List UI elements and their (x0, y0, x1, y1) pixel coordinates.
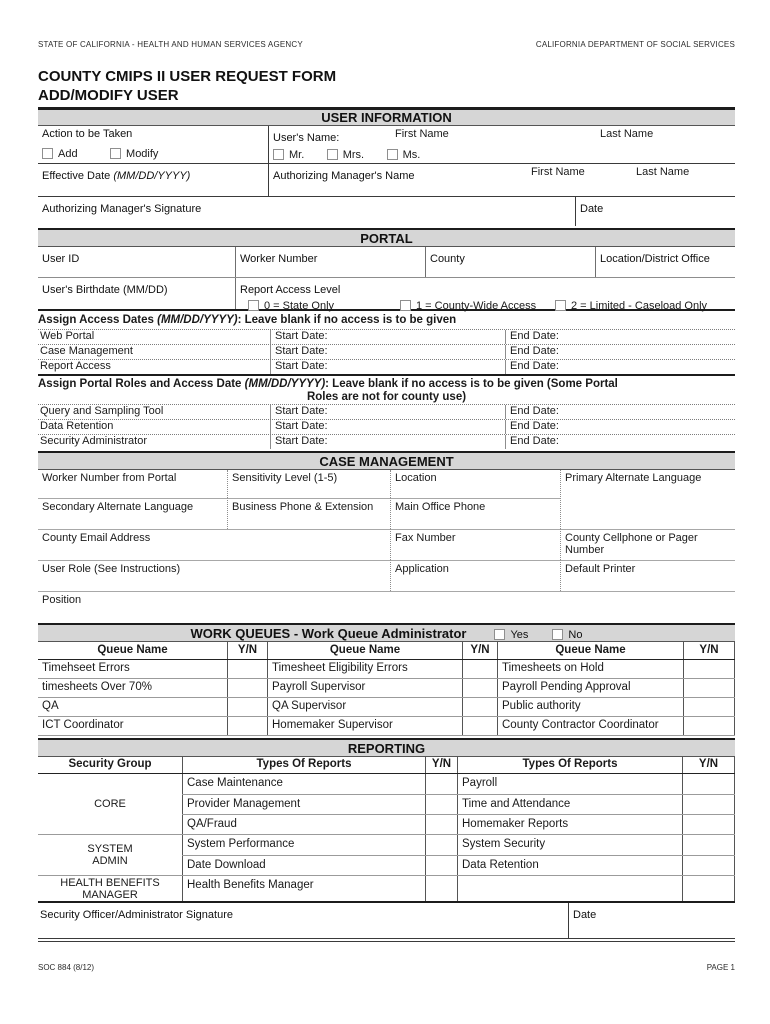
security-officer-date-label: Date (573, 909, 597, 921)
users-name-field[interactable] (268, 126, 735, 163)
position-field[interactable]: Position (38, 591, 735, 620)
start-date-field[interactable]: Start Date: (270, 435, 505, 449)
work-queues-header-row: Queue Name Y/N Queue Name Y/N Queue Name Y/N (38, 642, 735, 660)
auth-signature-date-field[interactable] (575, 197, 735, 226)
reporting-header-row: Security Group Types Of Reports Y/N Types Of Reports Y/N (38, 757, 735, 774)
auth-manager-name-label: Authorizing Manager's Name (273, 170, 415, 182)
checkbox-wq-yes[interactable] (494, 629, 505, 640)
security-group-name: CORE (94, 798, 126, 810)
auth-first-name-label: First Name (531, 166, 585, 178)
level-0-label: 0 = State Only (264, 300, 335, 312)
yn-cell[interactable] (227, 679, 267, 697)
checkbox-modify-label: Modify (126, 148, 159, 160)
auth-date-label: Date (580, 203, 604, 215)
yn-cell[interactable] (462, 698, 497, 716)
queue-name: QA (42, 700, 59, 712)
report-type: Payroll (457, 774, 682, 794)
yn-cell[interactable] (425, 815, 457, 834)
county-label: County (430, 253, 465, 265)
worker-number-from-portal-field[interactable]: Worker Number from Portal (42, 472, 177, 484)
role-name: Query and Sampling Tool (40, 405, 164, 417)
queue-name: Payroll Pending Approval (497, 679, 683, 697)
report-type (457, 876, 682, 901)
checkbox-mrs[interactable] (327, 149, 338, 160)
form-title-line2: ADD/MODIFY USER (38, 87, 179, 104)
page-number: PAGE 1 (706, 963, 735, 972)
worker-number-label: Worker Number (240, 253, 318, 265)
section-header-reporting: REPORTING (38, 738, 735, 757)
page-footer (38, 963, 735, 972)
end-date-field[interactable]: End Date: (505, 405, 735, 419)
queue-name: timesheets Over 70% (42, 681, 152, 693)
authorizing-manager-signature-field[interactable] (38, 197, 575, 226)
fax-number-field[interactable]: Fax Number (390, 529, 560, 560)
bottom-divider (38, 938, 735, 942)
end-date-field[interactable]: End Date: (505, 360, 735, 374)
reporting-row (182, 794, 735, 814)
section-header-case-management: CASE MANAGEMENT (38, 451, 735, 470)
end-date-field[interactable]: End Date: (505, 420, 735, 434)
agency-header (38, 40, 735, 49)
security-officer-signature-row (38, 901, 735, 938)
role-row-security-admin (38, 434, 735, 449)
access-name: Case Management (40, 345, 133, 357)
main-office-phone-field[interactable]: Main Office Phone (390, 498, 560, 529)
queue-name: Homemaker Supervisor (267, 717, 462, 735)
location-field[interactable]: Location (390, 470, 560, 498)
wq-no-label: No (568, 628, 583, 641)
action-label: Action to be Taken (42, 128, 133, 140)
worker-number-field[interactable] (235, 247, 425, 277)
portal-row-1 (38, 247, 735, 278)
end-date-field[interactable]: End Date: (505, 345, 735, 359)
user-id-label: User ID (42, 253, 80, 265)
portal-row-2 (38, 278, 735, 312)
access-name: Report Access (40, 360, 111, 372)
yn-cell[interactable] (227, 660, 267, 678)
level-1-label: 1 = County-Wide Access (416, 300, 537, 312)
work-queue-row (38, 698, 735, 717)
user-id-field[interactable] (38, 247, 235, 277)
yn-cell[interactable] (425, 856, 457, 875)
case-management-table (38, 470, 735, 620)
queue-name: County Contractor Coordinator (497, 717, 683, 735)
security-group-name: HEALTH BENEFITS MANAGER (60, 876, 160, 901)
security-group-name: SYSTEM ADMIN (87, 843, 133, 867)
role-name: Data Retention (40, 420, 114, 432)
start-date-field[interactable]: Start Date: (270, 345, 505, 359)
application-field[interactable]: Application (390, 560, 560, 591)
yn-cell[interactable] (682, 774, 735, 794)
user-info-row-2 (38, 163, 735, 196)
queue-name: Payroll Supervisor (267, 679, 462, 697)
checkbox-level-1[interactable] (400, 300, 411, 311)
yn-cell[interactable] (425, 774, 457, 794)
checkbox-level-0[interactable] (248, 300, 259, 311)
form-title (38, 67, 735, 105)
yn-cell[interactable] (425, 876, 457, 901)
access-row-report-access (38, 359, 735, 374)
queue-name: Public authority (497, 698, 683, 716)
end-date-field[interactable]: End Date: (505, 435, 735, 449)
report-type: Time and Attendance (457, 795, 682, 814)
yn-cell[interactable] (682, 815, 735, 834)
sensitivity-level-field[interactable]: Sensitivity Level (1-5) (227, 470, 390, 498)
form-title-line1: COUNTY CMIPS II USER REQUEST FORM (38, 68, 337, 85)
agency-left: STATE OF CALIFORNIA - HEALTH AND HUMAN SERVICES AGENCY (38, 40, 303, 49)
yn-cell[interactable] (682, 856, 735, 875)
reporting-row (182, 835, 735, 855)
effective-date-field[interactable] (38, 164, 268, 196)
agency-right: CALIFORNIA DEPARTMENT OF SOCIAL SERVICES (535, 40, 735, 49)
security-officer-date-field[interactable] (568, 903, 735, 938)
action-to-be-taken-field[interactable] (38, 126, 268, 163)
yn-cell[interactable] (227, 698, 267, 716)
checkbox-wq-no[interactable] (552, 629, 563, 640)
reporting-group-health-benefits (38, 875, 735, 901)
report-type: System Security (457, 835, 682, 855)
access-name: Web Portal (40, 330, 95, 342)
reporting-row (182, 855, 735, 875)
section-header-user-information: USER INFORMATION (38, 107, 735, 126)
queue-name: QA Supervisor (267, 698, 462, 716)
yn-cell[interactable] (682, 835, 735, 855)
report-access-level-label: Report Access Level (240, 284, 341, 296)
auth-signature-label: Authorizing Manager's Signature (42, 203, 202, 215)
queue-name: Timesheet Eligibility Errors (267, 660, 462, 678)
checkbox-level-2[interactable] (555, 300, 566, 311)
yn-cell[interactable] (682, 876, 735, 901)
work-queues-title: WORK QUEUES - Work Queue Administrator (190, 625, 467, 641)
report-type: Homemaker Reports (457, 815, 682, 834)
start-date-field[interactable]: Start Date: (270, 330, 505, 344)
security-officer-signature-field[interactable] (38, 903, 568, 938)
yn-cell[interactable] (462, 717, 497, 735)
queue-name: ICT Coordinator (42, 719, 124, 731)
users-name-label: User's Name: (273, 132, 340, 144)
work-queue-row (38, 679, 735, 698)
authorizing-manager-name-field[interactable] (268, 164, 735, 196)
reporting-row (182, 876, 735, 901)
checkbox-add-label: Add (58, 148, 78, 160)
checkbox-ms[interactable] (387, 149, 398, 160)
checkbox-mr-label: Mr. (289, 149, 305, 161)
first-name-label: First Name (395, 128, 449, 140)
birthdate-field[interactable] (38, 278, 235, 309)
user-info-row-1 (38, 126, 735, 163)
county-cellphone-field[interactable]: County Cellphone or Pager Number (560, 529, 735, 560)
yn-cell[interactable] (683, 698, 735, 716)
primary-alternate-language-field[interactable]: Primary Alternate Language (560, 470, 735, 529)
work-queue-row (38, 717, 735, 736)
security-officer-signature-label: Security Officer/Administrator Signature (40, 909, 233, 921)
last-name-label: Last Name (600, 128, 654, 140)
checkbox-mrs-label: Mrs. (342, 149, 365, 161)
secondary-alternate-language-field[interactable]: Secondary Alternate Language (38, 498, 227, 529)
report-type: Provider Management (182, 795, 425, 814)
section-header-portal: PORTAL (38, 228, 735, 247)
end-date-field[interactable]: End Date: (505, 330, 735, 344)
access-row-web-portal (38, 329, 735, 344)
checkbox-modify[interactable] (110, 148, 121, 159)
report-type: Case Maintenance (182, 774, 425, 794)
work-queue-row (38, 660, 735, 679)
effective-date-format: (MM/DD/YYYY) (113, 170, 191, 182)
role-row-query-sampling (38, 404, 735, 419)
report-type: QA/Fraud (182, 815, 425, 834)
report-type: System Performance (182, 835, 425, 855)
reporting-group-core (38, 774, 735, 834)
county-email-field[interactable]: County Email Address (38, 529, 390, 560)
assign-portal-roles-heading: Assign Portal Roles and Access Date (MM/DD/YYYY): Leave blank if no access is to be given (Some Portal Roles are not for county use) (38, 374, 735, 404)
queue-name: Timehseet Errors (42, 662, 130, 674)
yn-cell[interactable] (462, 660, 497, 678)
wq-yes-label: Yes (510, 628, 529, 641)
form-number: SOC 884 (8/12) (38, 963, 95, 972)
start-date-field[interactable]: Start Date: (270, 360, 505, 374)
yn-cell[interactable] (425, 835, 457, 855)
effective-date-label: Effective Date (42, 170, 114, 182)
yn-cell[interactable] (683, 679, 735, 697)
yn-cell[interactable] (682, 795, 735, 814)
business-phone-field[interactable]: Business Phone & Extension (227, 498, 390, 529)
reporting-row (182, 814, 735, 834)
auth-last-name-label: Last Name (636, 166, 690, 178)
role-row-data-retention (38, 419, 735, 434)
birthdate-label: User's Birthdate (MM/DD) (42, 284, 168, 296)
location-district-office-field[interactable] (595, 247, 735, 277)
start-date-field[interactable]: Start Date: (270, 420, 505, 434)
checkbox-add[interactable] (42, 148, 53, 159)
report-type: Health Benefits Manager (182, 876, 425, 901)
yn-cell[interactable] (227, 717, 267, 735)
yn-cell[interactable] (683, 717, 735, 735)
default-printer-field[interactable]: Default Printer (560, 560, 735, 591)
section-header-work-queues (38, 623, 735, 642)
reporting-group-system-admin (38, 834, 735, 875)
user-info-row-3 (38, 196, 735, 226)
location-label: Location/District Office (600, 253, 710, 265)
assign-access-dates-heading: Assign Access Dates (MM/DD/YYYY): Leave blank if no access is to be given (38, 309, 735, 329)
yn-cell[interactable] (683, 660, 735, 678)
checkbox-ms-label: Ms. (402, 149, 421, 161)
yn-cell[interactable] (425, 795, 457, 814)
report-type: Data Retention (457, 856, 682, 875)
county-field[interactable] (425, 247, 595, 277)
yn-cell[interactable] (462, 679, 497, 697)
report-access-level-field[interactable] (235, 278, 735, 312)
level-2-label: 2 = Limited - Caseload Only (571, 300, 708, 312)
reporting-row (182, 774, 735, 794)
user-role-field[interactable]: User Role (See Instructions) (38, 560, 390, 591)
checkbox-mr[interactable] (273, 149, 284, 160)
report-type: Date Download (182, 856, 425, 875)
queue-name: Timesheets on Hold (497, 660, 683, 678)
start-date-field[interactable]: Start Date: (270, 405, 505, 419)
role-name: Security Administrator (40, 435, 147, 447)
access-row-case-management (38, 344, 735, 359)
